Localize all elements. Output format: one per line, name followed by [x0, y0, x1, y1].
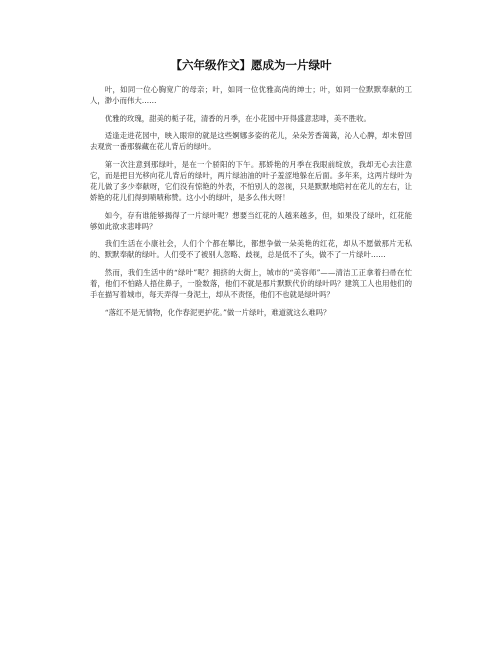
document-body — [90, 84, 412, 324]
paragraph: 第一次注意到那绿叶，是在一个骄阳的下午。那娇艳的月季在我眼前绽放，我却无心去注意它，而是把目光移向花儿背后的绿叶，两片绿油油的叶子羞涩地躲在后面。多年来，这两片绿叶为花儿做了多少奉献呀，它们没有惊艳的外表，不怕别人的忽视，只是默默地陪衬在花儿的左右，让娇艳的花儿们得到啧啧称赞。这小小的绿叶，是多么伟大呀！ — [90, 159, 412, 203]
paragraph: 优雅的玫瑰，甜美的栀子花，清香的月季，在小花园中开得盛意悲啡，美不胜收。 — [104, 113, 371, 123]
paragraph: “落红不是无情物，化作春泥更护花。”做一片绿叶，难道就这么难吗？ — [104, 307, 331, 317]
paragraph: 如今，存有谁能够揭得了一片绿叶呢？想要当红花的人越来越多，但，如果没了绿叶，红花能够如此欲求悲啡吗？ — [90, 210, 412, 231]
paragraph: 适逢走进花园中，映入眼帘的就是这些婀娜多姿的花儿，朵朵芳香蔼蔼，沁人心脾，却未曾回去观赏一番那躲藏在花儿背后的绿叶。 — [90, 130, 412, 152]
paragraph: 我们生活在小康社会，人们个个都在攀比，都想争做一朵美艳的红花，却从不愿做那片无私的、默默奉献的绿叶。人们受不了被别人忽略、歧视，总是低不了头，做不了一片绿叶…… — [90, 239, 412, 260]
paragraph: 叶，如同一位心胸宽广的母亲；叶，如同一位优雅高尚的绅士；叶，如同一位默默奉献的工人，渺小而伟大…… — [90, 85, 412, 106]
document-title: 【六年级作文】愿成为一片绿叶 — [170, 58, 332, 72]
paragraph: 然而，我们生活中的“绿叶”呢？拥挤的大街上，城市的“美容师”——清洁工正拿着扫帚在忙着，他们不怕路人捂住鼻子，一脸数落，他们不就是那片默默代价的绿叶吗？建筑工人也用他们的手在描写着城市，每天弄得一身泥土，却从不责怪，他们不也就是绿叶吗？ — [90, 267, 412, 300]
